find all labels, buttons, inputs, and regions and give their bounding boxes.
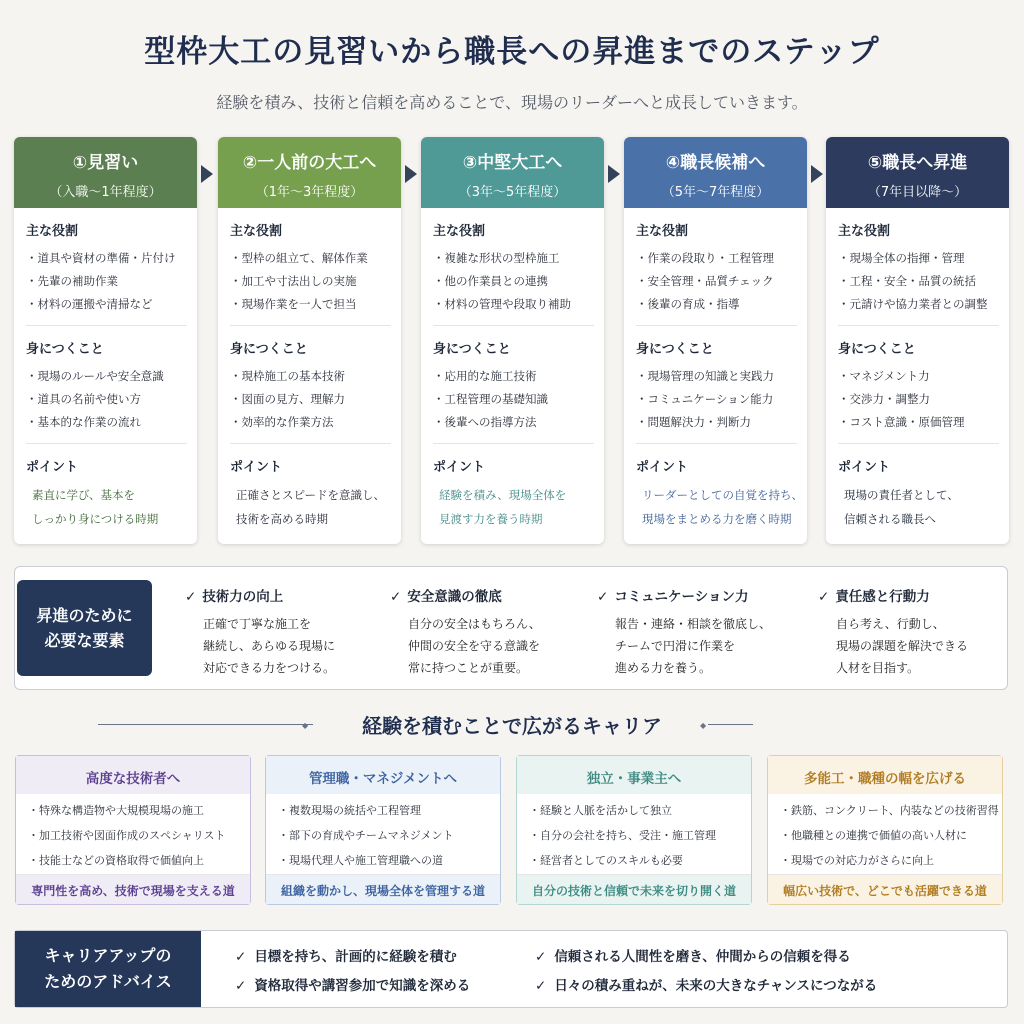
role-item: ・材料の管理や段取り補助 bbox=[433, 297, 571, 311]
skill-item: ・道具の名前や使い方 bbox=[26, 392, 141, 406]
skill-item: ・工程管理の基礎知識 bbox=[433, 392, 548, 406]
skills-title: 身につくこと bbox=[838, 342, 916, 357]
point-line: 正確さとスピードを意識し、 bbox=[236, 488, 386, 502]
step-period: （7年目以降〜） bbox=[867, 185, 968, 200]
role-item: ・先輩の補助作業 bbox=[26, 274, 118, 288]
role-item: ・安全管理・品質チェック bbox=[636, 274, 774, 288]
advice-text: 目標を持ち、計画的に経験を積む bbox=[254, 949, 457, 965]
check-icon: ✓ bbox=[235, 949, 247, 965]
step-title: ⑤職長へ昇進 bbox=[867, 153, 968, 173]
role-item: ・後輩の育成・指導 bbox=[636, 297, 740, 311]
requirement-desc-line: 進める力を養う。 bbox=[615, 661, 712, 675]
section-divider bbox=[636, 443, 797, 444]
requirement-desc-line: 自ら考え、行動し、 bbox=[836, 617, 945, 631]
roles-title: 主な役割 bbox=[433, 224, 486, 239]
role-item: ・道具や資材の準備・片付け bbox=[26, 251, 176, 265]
requirement-desc bbox=[185, 613, 385, 679]
advice-item bbox=[235, 974, 470, 994]
skills-title: 身につくこと bbox=[636, 342, 714, 357]
skill-item: ・後輩への指導方法 bbox=[433, 415, 537, 429]
career-bullet: ・他職種との連携で価値の高い人材に bbox=[780, 829, 967, 842]
step-header bbox=[421, 137, 604, 208]
section-divider bbox=[26, 325, 187, 326]
career-bullet: ・現場代理人や施工管理職への道 bbox=[278, 854, 443, 867]
skills-title: 身につくこと bbox=[26, 342, 104, 357]
role-item: ・作業の段取り・工程管理 bbox=[636, 251, 774, 265]
divider-dot-icon: ◆ bbox=[700, 721, 707, 730]
requirement-item bbox=[185, 585, 385, 679]
career-bullet: ・現場での対応力がさらに向上 bbox=[780, 854, 934, 867]
step-body bbox=[218, 208, 401, 531]
check-icon: ✓ bbox=[390, 589, 402, 605]
step-period: （3年〜5年程度） bbox=[458, 185, 567, 200]
skill-item: ・図面の見方、理解力 bbox=[230, 392, 345, 406]
career-heading: 経験を積むことで広がるキャリア bbox=[362, 714, 662, 738]
step-card bbox=[421, 137, 604, 544]
skill-item: ・現場のルールや安全意識 bbox=[26, 369, 164, 383]
step-body bbox=[421, 208, 604, 531]
requirement-item bbox=[390, 585, 590, 679]
point-line: 経験を積み、現場全体を bbox=[439, 488, 567, 502]
step-title: ④職長候補へ bbox=[665, 153, 766, 173]
advice-label-line: キャリアアップの bbox=[44, 946, 172, 965]
step-header bbox=[826, 137, 1009, 208]
career-card bbox=[767, 755, 1003, 905]
skill-item: ・現場管理の知識と実践力 bbox=[636, 369, 774, 383]
requirements-panel bbox=[14, 566, 1008, 690]
step-period: （1年〜3年程度） bbox=[255, 185, 364, 200]
section-divider bbox=[838, 325, 999, 326]
point-title: ポイント bbox=[636, 460, 689, 475]
requirement-title-text: 安全意識の徹底 bbox=[407, 589, 502, 605]
career-card-footer: 専門性を高め、技術で現場を支える道 bbox=[16, 874, 250, 904]
career-bullet: ・複数現場の統括や工程管理 bbox=[278, 804, 421, 817]
career-bullet: ・部下の育成やチームマネジメント bbox=[278, 829, 454, 842]
advice-label bbox=[15, 931, 201, 1007]
career-bullet: ・自分の会社を持ち、受注・施工管理 bbox=[529, 829, 716, 842]
requirement-desc-line: 現場の課題を解決できる bbox=[836, 639, 969, 653]
requirement-desc bbox=[597, 613, 797, 679]
step-header bbox=[218, 137, 401, 208]
check-icon: ✓ bbox=[235, 978, 247, 994]
section-divider bbox=[433, 325, 594, 326]
section-divider bbox=[838, 443, 999, 444]
career-bullet: ・経験と人脈を活かして独立 bbox=[529, 804, 672, 817]
roles-title: 主な役割 bbox=[838, 224, 891, 239]
roles-title: 主な役割 bbox=[230, 224, 283, 239]
step-period: （5年〜7年程度） bbox=[661, 185, 770, 200]
role-item: ・現場全体の指揮・管理 bbox=[838, 251, 965, 265]
career-bullet: ・加工技術や図面作成のスペシャリスト bbox=[28, 829, 226, 842]
arrow-right-icon bbox=[811, 165, 823, 183]
requirement-desc-line: 人材を目指す。 bbox=[836, 661, 920, 675]
requirement-title bbox=[597, 585, 797, 605]
section-divider bbox=[230, 443, 391, 444]
roles-title: 主な役割 bbox=[26, 224, 79, 239]
requirement-desc-line: 自分の安全はもちろん、 bbox=[408, 617, 541, 631]
step-card bbox=[218, 137, 401, 544]
skill-item: ・コミュニケーション能力 bbox=[636, 392, 774, 406]
requirement-title bbox=[818, 585, 1018, 605]
role-item: ・型枠の組立て、解体作業 bbox=[230, 251, 368, 265]
point-line: しっかり身につける時期 bbox=[32, 512, 159, 526]
page-title: 型枠大工の見習いから職長への昇進までのステップ bbox=[144, 34, 880, 70]
role-item: ・元請けや協力業者との調整 bbox=[838, 297, 988, 311]
career-card-body bbox=[16, 794, 250, 873]
point-line: リーダーとしての自覚を持ち、 bbox=[642, 488, 803, 502]
skill-item: ・交渉力・調整力 bbox=[838, 392, 930, 406]
arrow-right-icon bbox=[201, 165, 213, 183]
career-card-body bbox=[768, 794, 1002, 873]
step-cards bbox=[14, 137, 1010, 544]
check-icon: ✓ bbox=[597, 589, 609, 605]
career-bullet: ・経営者としてのスキルも必要 bbox=[529, 854, 683, 867]
skill-item: ・応用的な施工技術 bbox=[433, 369, 537, 383]
requirement-desc-line: 報告・連絡・相談を徹底し、 bbox=[615, 617, 772, 631]
career-card-footer: 自分の技術と信頼で未来を切り開く道 bbox=[517, 874, 751, 904]
point-title: ポイント bbox=[26, 460, 79, 475]
step-header bbox=[624, 137, 807, 208]
requirement-desc bbox=[390, 613, 590, 679]
arrow-right-icon bbox=[405, 165, 417, 183]
point-title: ポイント bbox=[433, 460, 486, 475]
step-body bbox=[624, 208, 807, 531]
advice-item bbox=[235, 945, 457, 965]
advice-text: 資格取得や講習参加で知識を深める bbox=[254, 978, 471, 994]
step-title: ①見習い bbox=[72, 153, 139, 173]
point-line: 現場をまとめる力を磨く時期 bbox=[642, 512, 792, 526]
career-bullet: ・技能士などの資格取得で価値向上 bbox=[28, 854, 204, 867]
career-card-title: 多能工・職種の幅を広げる bbox=[768, 756, 1002, 794]
arrow-right-icon bbox=[608, 165, 620, 183]
requirement-desc-line: 対応できる力をつける。 bbox=[203, 661, 336, 675]
section-divider bbox=[636, 325, 797, 326]
advice-item bbox=[535, 974, 877, 994]
requirement-desc-line: チームで円滑に作業を bbox=[615, 639, 736, 653]
career-card-title: 管理職・マネジメントへ bbox=[266, 756, 500, 794]
career-card-footer: 組織を動かし、現場全体を管理する道 bbox=[266, 874, 500, 904]
requirement-title-text: 技術力の向上 bbox=[202, 589, 284, 605]
point-line: 素直に学び、基本を bbox=[32, 488, 136, 502]
career-card bbox=[265, 755, 501, 905]
requirement-title-text: コミュニケーション力 bbox=[614, 589, 749, 605]
section-divider bbox=[230, 325, 391, 326]
requirement-desc-line: 仲間の安全を守る意識を bbox=[408, 639, 541, 653]
career-bullet: ・特殊な構造物や大規模現場の施工 bbox=[28, 804, 204, 817]
career-bullet: ・鉄筋、コンクリート、内装などの技術習得 bbox=[780, 804, 999, 817]
step-card bbox=[624, 137, 807, 544]
role-item: ・材料の運搬や清掃など bbox=[26, 297, 153, 311]
requirements-label bbox=[17, 580, 152, 676]
point-line: 見渡す力を養う時期 bbox=[439, 512, 543, 526]
skills-title: 身につくこと bbox=[433, 342, 511, 357]
step-body bbox=[14, 208, 197, 531]
step-body bbox=[826, 208, 1009, 531]
check-icon: ✓ bbox=[535, 978, 547, 994]
requirements-label-line: 昇進のために bbox=[36, 606, 133, 625]
role-item: ・加工や寸法出しの実施 bbox=[230, 274, 357, 288]
check-icon: ✓ bbox=[818, 589, 830, 605]
career-card-title: 高度な技術者へ bbox=[16, 756, 250, 794]
advice-label-line: ためのアドバイス bbox=[44, 972, 172, 991]
career-card-footer: 幅広い技術で、どこでも活躍できる道 bbox=[768, 874, 1002, 904]
requirement-title-text: 責任感と行動力 bbox=[835, 589, 930, 605]
requirement-desc-line: 常に持つことが重要。 bbox=[408, 661, 529, 675]
section-divider bbox=[26, 443, 187, 444]
advice-item bbox=[535, 945, 851, 965]
check-icon: ✓ bbox=[535, 949, 547, 965]
requirement-item bbox=[818, 585, 1018, 679]
requirement-title bbox=[390, 585, 590, 605]
skills-title: 身につくこと bbox=[230, 342, 308, 357]
point-title: ポイント bbox=[838, 460, 891, 475]
point-line: 現場の責任者として、 bbox=[844, 488, 959, 502]
requirement-item bbox=[597, 585, 797, 679]
point-title: ポイント bbox=[230, 460, 283, 475]
section-divider bbox=[433, 443, 594, 444]
step-card bbox=[14, 137, 197, 544]
career-card bbox=[516, 755, 752, 905]
divider-dot-icon: ◆ bbox=[302, 721, 309, 730]
requirement-desc bbox=[818, 613, 1018, 679]
step-period: （入職〜1年程度） bbox=[49, 185, 162, 200]
step-title: ②一人前の大工へ bbox=[242, 153, 377, 173]
role-item: ・複雑な形状の型枠施工 bbox=[433, 251, 560, 265]
skill-item: ・基本的な作業の流れ bbox=[26, 415, 141, 429]
advice-text: 日々の積み重ねが、未来の大きなチャンスにつながる bbox=[554, 978, 878, 994]
skill-item: ・マネジメント力 bbox=[838, 369, 930, 383]
step-card bbox=[826, 137, 1009, 544]
roles-title: 主な役割 bbox=[636, 224, 689, 239]
requirements-label-line: 必要な要素 bbox=[44, 631, 125, 650]
role-item: ・他の作業員との連携 bbox=[433, 274, 548, 288]
career-card-title: 独立・事業主へ bbox=[517, 756, 751, 794]
career-card-body bbox=[517, 794, 751, 873]
page-subtitle: 経験を積み、技術と信頼を高めることで、現場のリーダーへと成長していきます。 bbox=[216, 93, 808, 112]
role-item: ・工程・安全・品質の統括 bbox=[838, 274, 976, 288]
check-icon: ✓ bbox=[185, 589, 197, 605]
step-header bbox=[14, 137, 197, 208]
skill-item: ・問題解決力・判断力 bbox=[636, 415, 751, 429]
role-item: ・現場作業を一人で担当 bbox=[230, 297, 357, 311]
requirement-title bbox=[185, 585, 385, 605]
requirement-desc-line: 正確で丁寧な施工を bbox=[203, 617, 312, 631]
career-card bbox=[15, 755, 251, 905]
skill-item: ・現枠施工の基本技術 bbox=[230, 369, 345, 383]
requirement-desc-line: 継続し、あらゆる現場に bbox=[203, 639, 336, 653]
step-title: ③中堅大工へ bbox=[462, 153, 563, 173]
advice-panel bbox=[14, 930, 1008, 1008]
advice-text: 信頼される人間性を磨き、仲間からの信頼を得る bbox=[554, 949, 851, 965]
career-card-body bbox=[266, 794, 500, 873]
skill-item: ・コスト意識・原価管理 bbox=[838, 415, 965, 429]
skill-item: ・効率的な作業方法 bbox=[230, 415, 334, 429]
point-line: 信頼される職長へ bbox=[844, 512, 936, 526]
point-line: 技術を高める時期 bbox=[236, 512, 328, 526]
